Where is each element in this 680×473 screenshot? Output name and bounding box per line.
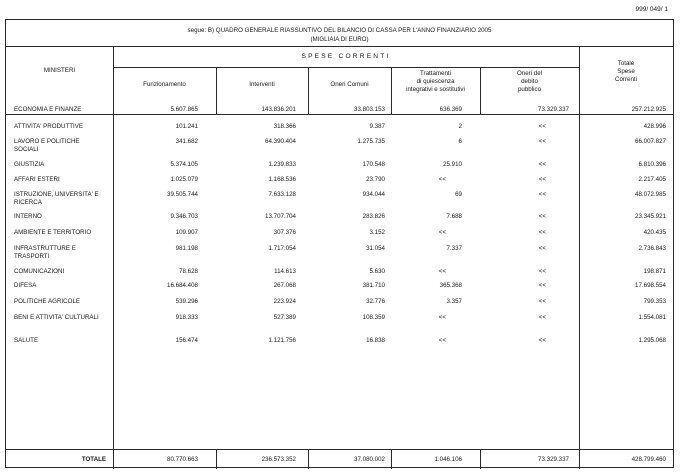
cell-oneri: 32.776 — [366, 298, 385, 305]
cell-tratt: 365.368 — [439, 282, 462, 289]
page-reference: 999/ 049/ 1 — [635, 6, 668, 13]
cell-oneri: 108.359 — [362, 314, 385, 321]
cell-funz: 78.628 — [179, 268, 198, 275]
column-divider — [391, 449, 392, 469]
cell-oneri: 3.152 — [369, 229, 385, 236]
total-interv: 236.573.352 — [261, 456, 296, 463]
cell-oneri: 5.630 — [369, 268, 385, 275]
ministry-name: BENI E ATTIVITA' CULTURALI — [14, 314, 99, 321]
column-divider — [308, 449, 309, 469]
ministry-name: DIFESA — [14, 282, 37, 289]
ministry-name: AFFARI ESTERI — [14, 176, 60, 183]
summary-table — [5, 19, 674, 468]
total-funz: 80.770.663 — [167, 456, 198, 463]
cell-totale: 2.736.843 — [638, 245, 666, 252]
ministry-name: AMBIENTE E TERRITORIO — [14, 229, 92, 236]
cell-tratt: 636.369 — [439, 106, 462, 113]
cell-totale: 17.698.554 — [635, 282, 666, 289]
cell-totale: 23.345.921 — [635, 213, 666, 220]
cell-totale: 420.435 — [643, 229, 666, 236]
cell-debito: << — [538, 229, 546, 236]
cell-funz: 156.474 — [175, 337, 198, 344]
header-divider — [6, 114, 673, 115]
ministry-name: SALUTE — [14, 337, 39, 344]
cell-funz: 16.684.408 — [167, 282, 198, 289]
cell-funz: 5.374.105 — [170, 161, 198, 168]
cell-totale: 799.353 — [643, 298, 666, 305]
cell-totale: 428.996 — [643, 123, 666, 130]
total-totale: 428.799.460 — [631, 456, 666, 463]
column-divider — [308, 67, 309, 114]
cell-funz: 39.505.744 — [167, 191, 198, 198]
cell-debito: << — [538, 282, 546, 289]
cell-funz: 981.198 — [175, 245, 198, 252]
cell-oneri: 1.275.735 — [357, 138, 385, 145]
cell-oneri: 16.838 — [366, 337, 385, 344]
total-divider — [6, 449, 673, 450]
cell-interv: 307.376 — [273, 229, 296, 236]
table-subtitle: (MIGLIAIA DI EURO) — [310, 36, 369, 43]
cell-tratt: << — [438, 314, 446, 321]
table-title: segue: B) QUADRO GENERALE RIASSUNTIVO DEL BILANCIO DI CASSA PER L'ANNO FINANZIARIO 2005 — [187, 27, 492, 34]
cell-funz: 9.346.703 — [170, 213, 198, 220]
ministry-name: ECONOMIA E FINANZE — [14, 106, 82, 113]
cell-oneri: 9.387 — [369, 123, 385, 130]
header-ministeri: MINISTERI — [43, 67, 76, 74]
cell-tratt: << — [438, 229, 446, 236]
cell-totale: 1.554.081 — [638, 314, 666, 321]
cell-interv: 318.366 — [273, 123, 296, 130]
cell-debito: << — [538, 176, 546, 183]
cell-debito: << — [538, 314, 546, 321]
cell-tratt: 7.688 — [446, 213, 462, 220]
cell-totale: 2.217.405 — [638, 176, 666, 183]
cell-oneri: 33.803.153 — [354, 106, 385, 113]
header-trattamenti: Trattamenti di quiescenza integrativi e sostitutivi — [406, 70, 465, 93]
cell-interv: 1.121.756 — [268, 337, 296, 344]
cell-debito: << — [538, 298, 546, 305]
header-totale: Totale Spese Correnti — [614, 60, 637, 83]
cell-funz: 1.025.079 — [170, 176, 198, 183]
cell-debito: 73.329.337 — [538, 106, 569, 113]
cell-totale: 257.212.925 — [631, 106, 666, 113]
cell-interv: 527.389 — [273, 314, 296, 321]
cell-interv: 267.068 — [273, 282, 296, 289]
cell-totale: 1.295.068 — [638, 337, 666, 344]
column-divider — [216, 67, 217, 114]
cell-debito: << — [538, 245, 546, 252]
table-title-block — [6, 20, 673, 47]
cell-debito: << — [538, 337, 546, 344]
header-oneri-comuni: Oneri Comuni — [330, 81, 369, 88]
cell-tratt: << — [438, 268, 446, 275]
cell-totale: 66.007.827 — [635, 138, 666, 145]
cell-totale: 6.810.396 — [638, 161, 666, 168]
header-funzionamento: Funzionamento — [143, 81, 186, 88]
cell-totale: 198.871 — [643, 268, 666, 275]
cell-debito: << — [538, 268, 546, 275]
cell-oneri: 31.054 — [366, 245, 385, 252]
cell-tratt: << — [438, 337, 446, 344]
ministry-name: ATTIVITA' PRODUTTIVE — [14, 123, 84, 130]
cell-debito: << — [538, 191, 546, 198]
ministry-name: INFRASTRUTTURE E TRASPORTI — [14, 245, 76, 260]
cell-interv: 223.924 — [273, 298, 296, 305]
ministry-name: ISTRUZIONE, UNIVERSITA' E RICERCA — [14, 191, 99, 206]
cell-tratt: << — [438, 176, 446, 183]
cell-funz: 918.333 — [175, 314, 198, 321]
header-oneri-debito: Oneri del debito pubblico — [516, 70, 543, 93]
cell-oneri: 170.548 — [362, 161, 385, 168]
cell-tratt: 7.337 — [446, 245, 462, 252]
ministry-name: COMUNICAZIONI — [14, 268, 65, 275]
column-divider — [579, 47, 580, 469]
cell-debito: << — [538, 213, 546, 220]
ministry-name: INTERNO — [14, 213, 42, 220]
total-oneri: 37.080.002 — [354, 456, 385, 463]
column-divider — [113, 47, 114, 469]
cell-debito: << — [538, 138, 546, 145]
total-debito: 73.329.337 — [538, 456, 569, 463]
cell-debito: << — [538, 161, 546, 168]
cell-interv: 114.613 — [274, 268, 296, 275]
cell-interv: 64.390.404 — [265, 138, 296, 145]
cell-debito: << — [538, 123, 546, 130]
cell-tratt: 3.357 — [446, 298, 462, 305]
cell-totale: 48.072.985 — [635, 191, 666, 198]
cell-funz: 101.241 — [175, 123, 198, 130]
cell-interv: 143.836.201 — [261, 106, 296, 113]
cell-interv: 13.707.704 — [265, 213, 296, 220]
cell-interv: 7.633.128 — [268, 191, 296, 198]
cell-oneri: 381.710 — [362, 282, 385, 289]
header-spese-correnti: SPESE CORRENTI — [301, 53, 391, 60]
column-divider — [480, 449, 481, 469]
header-interventi: Interventi — [249, 81, 275, 88]
cell-oneri: 934.044 — [362, 191, 385, 198]
cell-tratt: 69 — [455, 191, 462, 198]
ministry-name: LAVORO E POLITICHE SOCIALI — [14, 138, 80, 153]
cell-oneri: 283.826 — [362, 213, 385, 220]
total-tratt: 1.046.106 — [434, 456, 462, 463]
cell-funz: 539.296 — [175, 298, 198, 305]
cell-funz: 341.682 — [175, 138, 198, 145]
cell-funz: 5.607.865 — [170, 106, 198, 113]
ministry-name: GIUSTIZIA — [14, 161, 45, 168]
cell-interv: 1.239.833 — [268, 161, 296, 168]
total-label: TOTALE — [81, 456, 106, 463]
cell-funz: 109.907 — [175, 229, 198, 236]
header-divider — [113, 67, 579, 68]
cell-tratt: 2 — [458, 123, 462, 130]
cell-tratt: 6 — [458, 138, 462, 145]
cell-tratt: 25.910 — [443, 161, 462, 168]
column-divider — [216, 449, 217, 469]
cell-interv: 1.717.054 — [268, 245, 296, 252]
cell-interv: 1.168.536 — [268, 176, 296, 183]
ministry-name: POLITICHE AGRICOLE — [14, 298, 81, 305]
cell-oneri: 23.790 — [366, 176, 385, 183]
